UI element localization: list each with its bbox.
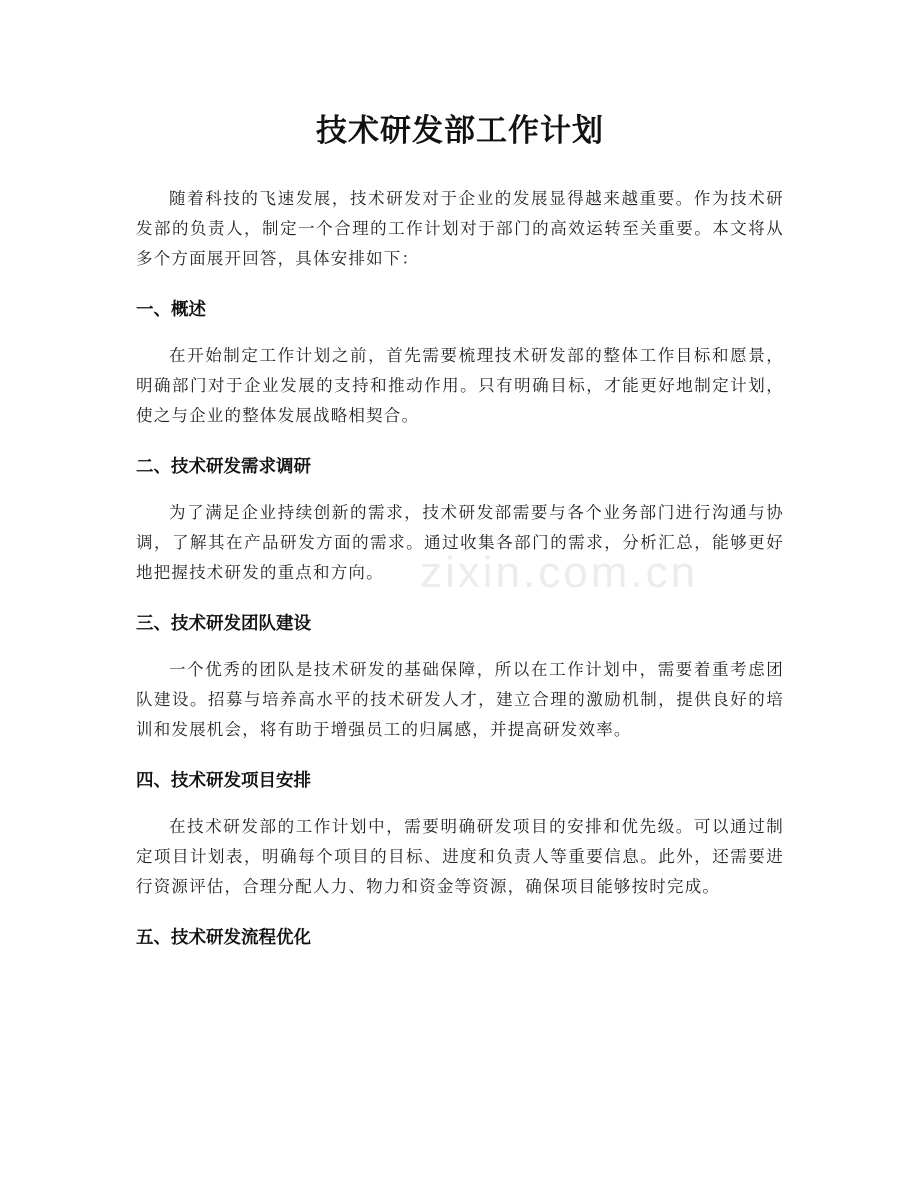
section-heading-team: 三、技术研发团队建设: [136, 614, 311, 634]
watermark: zixin.com.cn: [420, 548, 699, 597]
section-body-team: 一个优秀的团队是技术研发的基础保障，所以在工作计划中，需要着重考虑团队建设。招募与培养高水平的技术研发人才，建立合理的激励机制，提供良好的培训和发展机会，将有助于增强员工的归属感，并提高研发效率。: [136, 660, 784, 739]
document-title: 技术研发部工作计划: [316, 113, 604, 149]
section-body-projects: 在技术研发部的工作计划中，需要明确研发项目的安排和优先级。可以通过制定项目计划表，明确每个项目的目标、进度和负责人等重要信息。此外，还需要进行资源评估，合理分配人力、物力和资金等资源，确保项目能够按时完成。: [136, 817, 784, 896]
section-heading-process: 五、技术研发流程优化: [136, 928, 311, 948]
intro-paragraph: 随着科技的飞速发展，技术研发对于企业的发展显得越来越重要。作为技术研发部的负责人，制定一个合理的工作计划对于部门的高效运转至关重要。本文将从多个方面展开回答，具体安排如下：: [136, 189, 784, 268]
section-body-requirements: 为了满足企业持续创新的需求，技术研发部需要与各个业务部门进行沟通与协调，了解其在产品研发方面的需求。通过收集各部门的需求，分析汇总，能够更好地把握技术研发的重点和方向。: [136, 503, 784, 582]
document-body: [136, 184, 784, 952]
section-heading-projects: 四、技术研发项目安排: [136, 771, 311, 791]
section-heading-overview: 一、概述: [136, 300, 206, 320]
section-heading-requirements: 二、技术研发需求调研: [136, 457, 311, 477]
section-body-overview: 在开始制定工作计划之前，首先需要梳理技术研发部的整体工作目标和愿景，明确部门对于企业发展的支持和推动作用。只有明确目标，才能更好地制定计划，使之与企业的整体发展战略相契合。: [136, 346, 784, 425]
